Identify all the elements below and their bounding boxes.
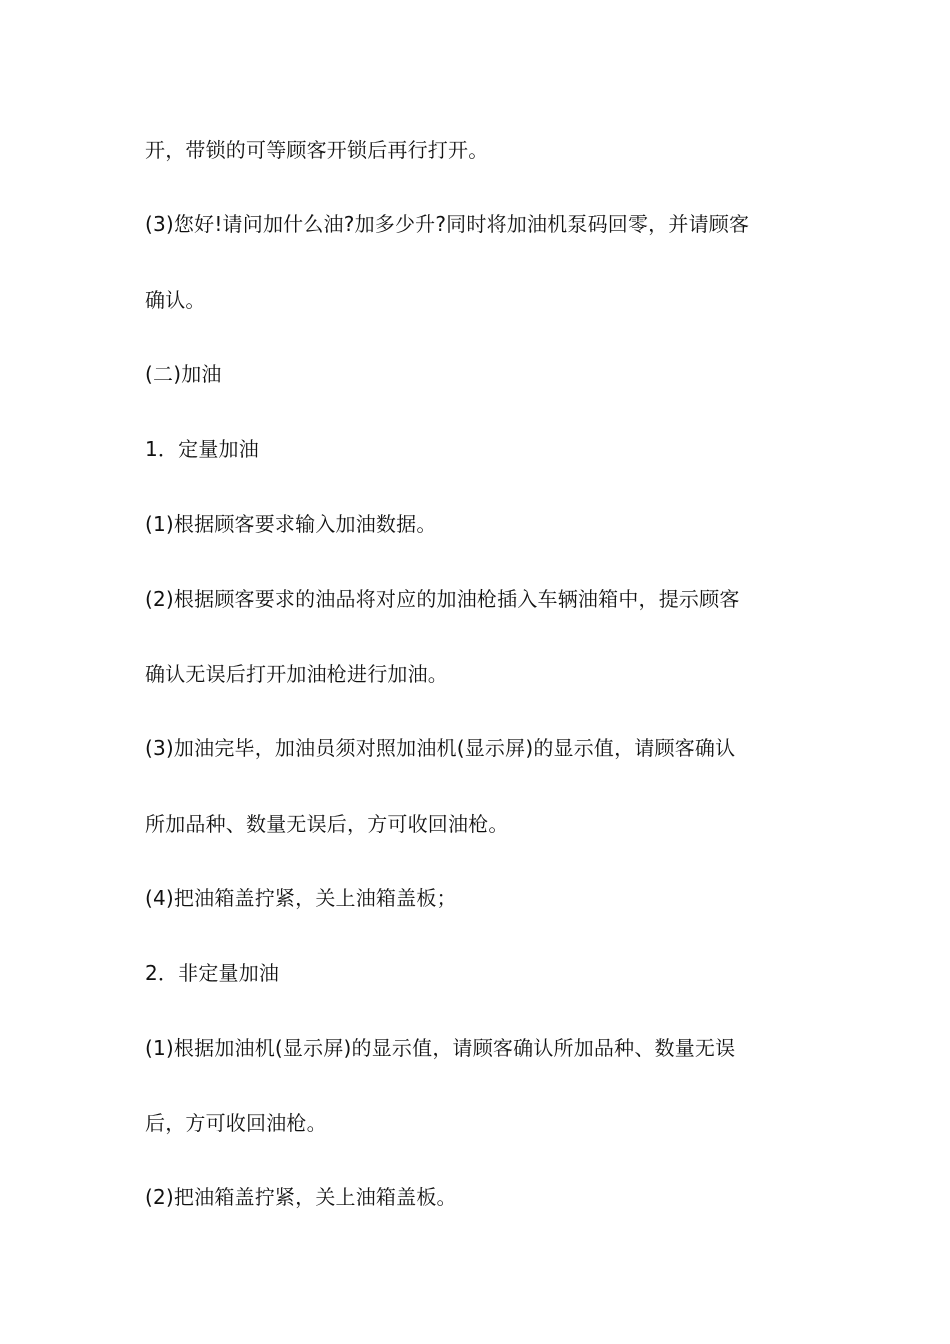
- text-line: (3)加油完毕，加油员须对照加油机(显示屏)的显示值，请顾客确认: [145, 736, 736, 760]
- text-line: 所加品种、数量无误后，方可收回油枪。: [145, 812, 509, 836]
- text-line: 开，带锁的可等顾客开锁后再行打开。: [145, 138, 489, 162]
- section-heading: (二)加油: [145, 362, 222, 386]
- text-line: 后，方可收回油枪。: [145, 1111, 327, 1135]
- subsection-heading: 1．定量加油: [145, 437, 259, 461]
- text-line: 确认无误后打开加油枪进行加油。: [145, 662, 448, 686]
- subsection-heading: 2．非定量加油: [145, 961, 280, 985]
- text-line: (2)根据顾客要求的油品将对应的加油枪插入车辆油箱中，提示顾客: [145, 587, 740, 611]
- text-line: (4)把油箱盖拧紧，关上油箱盖板；: [145, 886, 457, 910]
- text-line: 确认。: [145, 288, 206, 312]
- text-line: (2)把油箱盖拧紧，关上油箱盖板。: [145, 1185, 457, 1209]
- text-line: (1)根据加油机(显示屏)的显示值，请顾客确认所加品种、数量无误: [145, 1036, 736, 1060]
- text-line: (1)根据顾客要求输入加油数据。: [145, 512, 437, 536]
- text-line: (3)您好!请问加什么油?加多少升?同时将加油机泵码回零，并请顾客: [145, 212, 750, 236]
